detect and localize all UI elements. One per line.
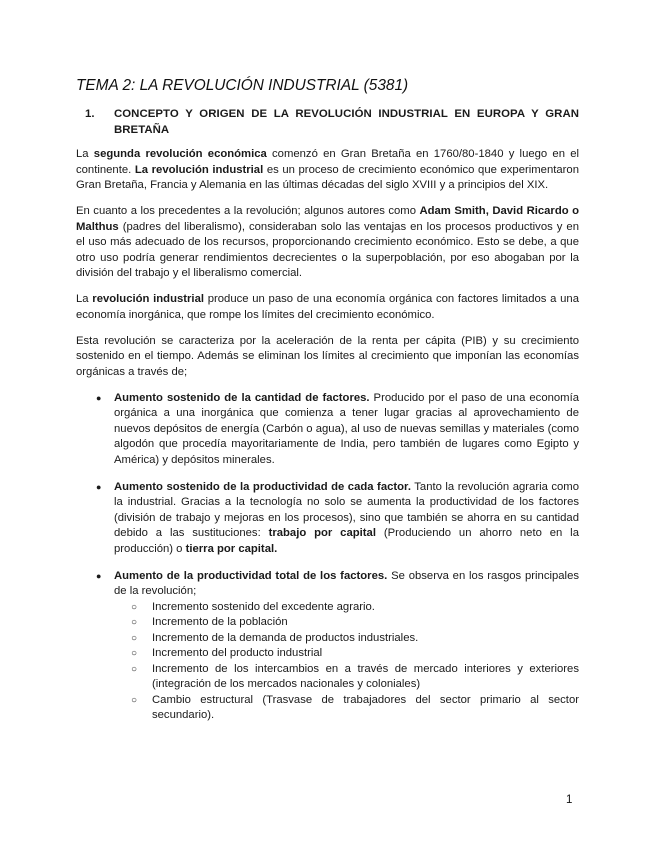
sub-item-text: Incremento de los intercambios en a través de mercado interiores y exteriores (integración de los mercados nacionales y coloniales) <box>152 662 579 691</box>
paragraph-3 <box>76 292 579 323</box>
text-run: es un proceso de crecimiento económico que experimentaron Gran Bretaña, Francia y Alemania en las últimas décadas del siglo XVIII y a principios del XIX. <box>76 163 579 191</box>
bold-text: La revolución industrial <box>134 163 264 176</box>
section-title: CONCEPTO Y ORIGEN DE LA REVOLUCIÓN INDUSTRIAL EN EUROPA Y GRAN BRETAÑA <box>114 108 579 136</box>
circle-bullet-icon: ○ <box>131 663 138 675</box>
sub-list-item <box>114 693 579 724</box>
circle-bullet-icon: ○ <box>131 694 138 706</box>
paragraph-1 <box>76 147 579 194</box>
text-run: La <box>76 148 94 160</box>
bold-text: segunda revolución económica <box>93 148 267 160</box>
text-run: produce un paso de una economía orgánica con factores limitados a una economía inorgánica, que rompe los límites del crecimiento económico. <box>76 293 579 321</box>
bold-text: Aumento sostenido de la productividad de cada factor. <box>114 480 411 493</box>
sub-list-item <box>114 646 579 662</box>
sub-item-text: Incremento del producto industrial <box>152 647 323 660</box>
bullet-icon: ● <box>96 392 102 403</box>
circle-bullet-icon: ○ <box>131 601 138 613</box>
section-number: 1. <box>85 108 95 120</box>
sub-list-item <box>114 600 579 616</box>
section-heading <box>76 107 579 138</box>
bold-text: Aumento de la productividad total de los factores. <box>114 569 388 582</box>
text-run: Producido por el paso de una economía orgánica a una inorgánica que comienza a tener lugar gracias al aprovechamiento de nuevos depósitos de energía (Carbón o agua), al uso de nuevas semillas y materiales (como algodón que procedía mayoritariamente de India, pero también de lugares como Egipto y América) y depósitos minerales. <box>114 391 579 466</box>
bullet-icon: ● <box>96 570 102 581</box>
text-run: Tanto la revolución agraria como la industrial. Gracias a la tecnología no solo se aumenta la productividad de los factores (división de trabajo y mejoras en los procesos), sino que también se ahorra en su cantidad debido a las sustituciones: <box>114 480 579 540</box>
page-number: 1 <box>566 794 573 806</box>
circle-bullet-icon: ○ <box>131 632 138 644</box>
document-body <box>76 147 579 735</box>
bold-text: tierra por capital. <box>185 542 278 555</box>
text-run: (Produciendo un ahorro neto en la producción) o <box>114 527 579 555</box>
sub-item-text: Cambio estructural (Trasvase de trabajadores del sector primario al sector secundario). <box>152 693 579 722</box>
page-title: TEMA 2: LA REVOLUCIÓN INDUSTRIAL (5381) <box>76 77 409 94</box>
text-run: La <box>76 293 93 306</box>
sub-item-text: Incremento de la demanda de productos industriales. <box>152 631 419 644</box>
sub-list <box>114 600 579 724</box>
bold-text: revolución industrial <box>92 293 204 306</box>
circle-bullet-icon: ○ <box>131 648 138 660</box>
bullet-icon: ● <box>96 481 102 492</box>
bold-text: Adam Smith, David Ricardo o Malthus <box>76 205 580 233</box>
sub-item-text: Incremento sostenido del excedente agrario. <box>152 600 375 613</box>
bullet-item <box>76 569 579 724</box>
sub-list-item <box>114 662 579 693</box>
sub-list-item <box>114 631 579 647</box>
circle-bullet-icon: ○ <box>131 617 138 629</box>
paragraph-4: Esta revolución se caracteriza por la aceleración de la renta per cápita (PIB) y su crecimiento sostenido en el tiempo. Además se eliminan los límites al crecimiento que imponían las economías orgánicas a través de; <box>76 334 579 378</box>
sub-list-item <box>114 615 579 631</box>
bullet-item <box>76 480 579 558</box>
sub-item-text: Incremento de la población <box>152 616 288 629</box>
paragraph-2 <box>76 204 579 282</box>
text-run: (padres del liberalismo), consideraban solo las ventajas en los procesos productivos y en el uso más adecuado de los recursos, proporcionando crecimiento económico. Esto se debe, a que otro uso podría generar rendimientos decrecientes o la superpoblación, por eso abogaban por la división del trabajo y el liberalismo comercial. <box>76 220 579 280</box>
bold-text: Aumento sostenido de la cantidad de factores. <box>114 391 370 404</box>
text-run: En cuanto a los precedentes a la revolución; algunos autores como <box>76 205 420 218</box>
text-run: Se observa en los rasgos principales de la revolución; <box>114 569 579 598</box>
bullet-item <box>76 391 579 469</box>
bold-text: trabajo por capital <box>268 527 376 540</box>
text-run: comenzó en Gran Bretaña en 1760/80-1840 y luego en el continente. <box>76 148 579 176</box>
bullet-list <box>76 391 579 724</box>
